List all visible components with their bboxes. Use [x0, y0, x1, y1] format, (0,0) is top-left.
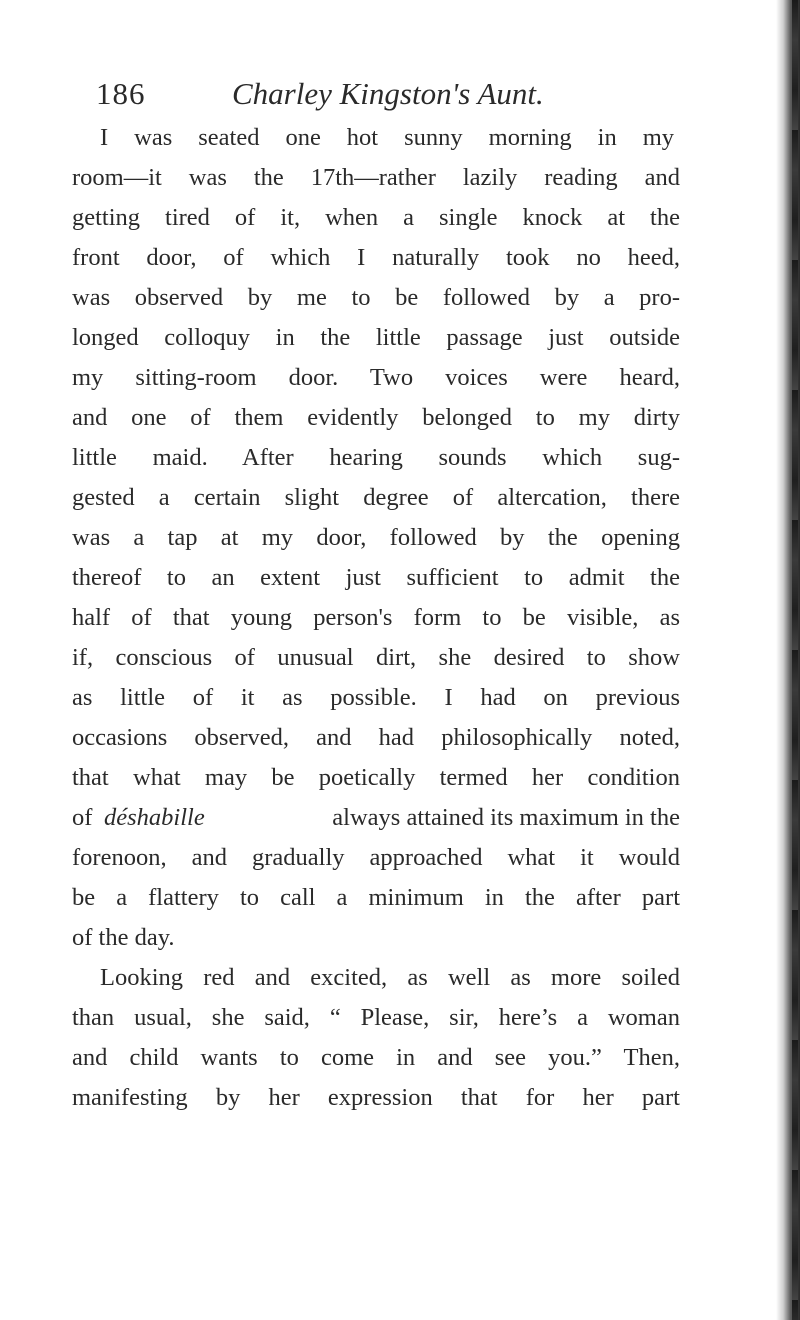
- text-line: my sitting-room door. Two voices were heard,: [72, 364, 680, 391]
- text-line: getting tired of it, when a single knock at the: [72, 204, 680, 231]
- text-line: half of that young person's form to be visible, as: [72, 604, 680, 631]
- page-number: 186: [96, 76, 146, 111]
- text-line: forenoon, and gradually approached what it would: [72, 844, 680, 871]
- italic-word: déshabille: [104, 804, 205, 831]
- text-line: I was seated one hot sunny morning in my: [100, 124, 674, 151]
- text-line: if, conscious of unusual dirt, she desired to show: [72, 644, 680, 671]
- text-line: little maid. After hearing sounds which sug-: [72, 444, 680, 471]
- text-line: was observed by me to be followed by a pro-: [72, 284, 680, 311]
- text-line: always attained its maximum in the: [332, 804, 680, 831]
- binding-edge: [792, 0, 798, 1320]
- text-line: room—it was the 17th—rather lazily reading and: [72, 164, 680, 191]
- text-line: longed colloquy in the little passage just outside: [72, 324, 680, 351]
- text-line: and child wants to come in and see you.” Then,: [72, 1044, 680, 1071]
- running-title: Charley Kingston's Aunt.: [232, 76, 544, 111]
- text-line: of: [72, 804, 93, 831]
- text-line: as little of it as possible. I had on previous: [72, 684, 680, 711]
- text-line: thereof to an extent just sufficient to admit the: [72, 564, 680, 591]
- text-line: that what may be poetically termed her condition: [72, 764, 680, 791]
- text-line: front door, of which I naturally took no heed,: [72, 244, 680, 271]
- text-line: manifesting by her expression that for her part: [72, 1084, 680, 1111]
- text-line: be a flattery to call a minimum in the after part: [72, 884, 680, 911]
- text-line: was a tap at my door, followed by the opening: [72, 524, 680, 551]
- page-edge-shadow: [776, 0, 800, 1320]
- text-line: Looking red and excited, as well as more soiled: [100, 964, 680, 991]
- text-line: than usual, she said, “ Please, sir, here’s a woman: [72, 1004, 680, 1031]
- text-line: gested a certain slight degree of altercation, there: [72, 484, 680, 511]
- text-line: of the day.: [72, 924, 175, 951]
- text-line: occasions observed, and had philosophically noted,: [72, 724, 680, 751]
- text-line: and one of them evidently belonged to my dirty: [72, 404, 680, 431]
